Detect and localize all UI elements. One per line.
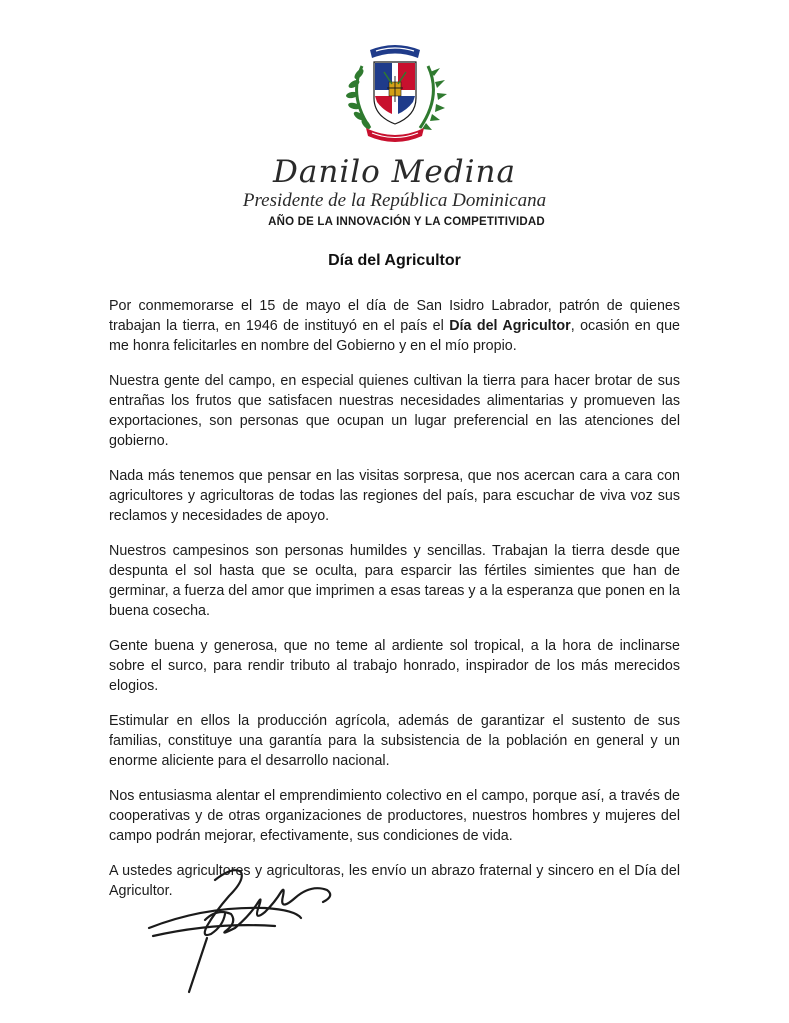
paragraph-1-text-end: , ocasión en que me honra felicitarles en nombre del Gobierno y en el mío propio.: [109, 318, 680, 354]
paragraph-7: Nos entusiasma alentar el emprendimiento colectivo en el campo, porque así, a través de cooperativas y de otras organizaciones de productores, nuestros hombres y mujeres del campo podrán mejorar, efectivamente, sus condiciones de vida.: [109, 788, 680, 844]
paragraph-3: Nada más tenemos que pensar en las visitas sorpresa, que nos acercan cara a cara con agricultores y agricultoras de todas las regiones del país, para escuchar de viva voz sus reclamos y necesidades de apoyo.: [109, 468, 680, 524]
paragraph-8: A ustedes agricultores y agricultoras, les envío un abrazo fraternal y sincero en el Día del Agricultor.: [109, 863, 680, 899]
paragraph-1-text-start: Por conmemorarse el 15 de mayo el día de San Isidro Labrador, patrón de quienes trabajan la tierra, en 1946 de instituyó en el país el: [109, 298, 680, 334]
paragraph-4: Nuestros campesinos son personas humildes y sencillas. Trabajan la tierra desde que despunta el sol hasta que se oculta, para esparcir las fértiles simientes que han de germinar, a fuerza del amor que imprimen a esas tareas y a la esperanza que ponen en la buena cosecha.: [109, 543, 680, 619]
document-title: Día del Agricultor: [328, 252, 461, 269]
letterhead: [0, 36, 789, 228]
year-motto: AÑO DE LA INNOVACIÓN Y LA COMPETITIVIDAD: [268, 216, 545, 228]
paragraph-2: Nuestra gente del campo, en especial quienes cultivan la tierra para hacer brotar de sus entrañas los frutos que satisfacen nuestras necesidades alimentarias y promueven las exportaciones, son personas que ocupan un lugar preferencial en las atenciones del gobierno.: [109, 373, 680, 449]
paragraph-1-bold-text: Día del Agricultor: [449, 318, 571, 334]
handwritten-signature-icon: [145, 862, 340, 1002]
sender-title: Presidente de la República Dominicana: [242, 190, 547, 211]
paragraph-6: Estimular en ellos la producción agrícola, además de garantizar el sustento de sus familias, constituye una garantía para la subsistencia de la población en general y un enorme aliciente para el desarrollo nacional.: [109, 713, 680, 769]
coat-of-arms-icon: [340, 36, 450, 144]
paragraph-5: Gente buena y generosa, que no teme al ardiente sol tropical, a la hora de inclinarse sobre el surco, para rendir tributo al trabajo honrado, inspirador de los más merecidos elogios.: [109, 638, 680, 694]
letter-body: [109, 296, 680, 916]
paragraph-1: [109, 296, 680, 356]
sender-name: Danilo Medina: [273, 154, 516, 190]
